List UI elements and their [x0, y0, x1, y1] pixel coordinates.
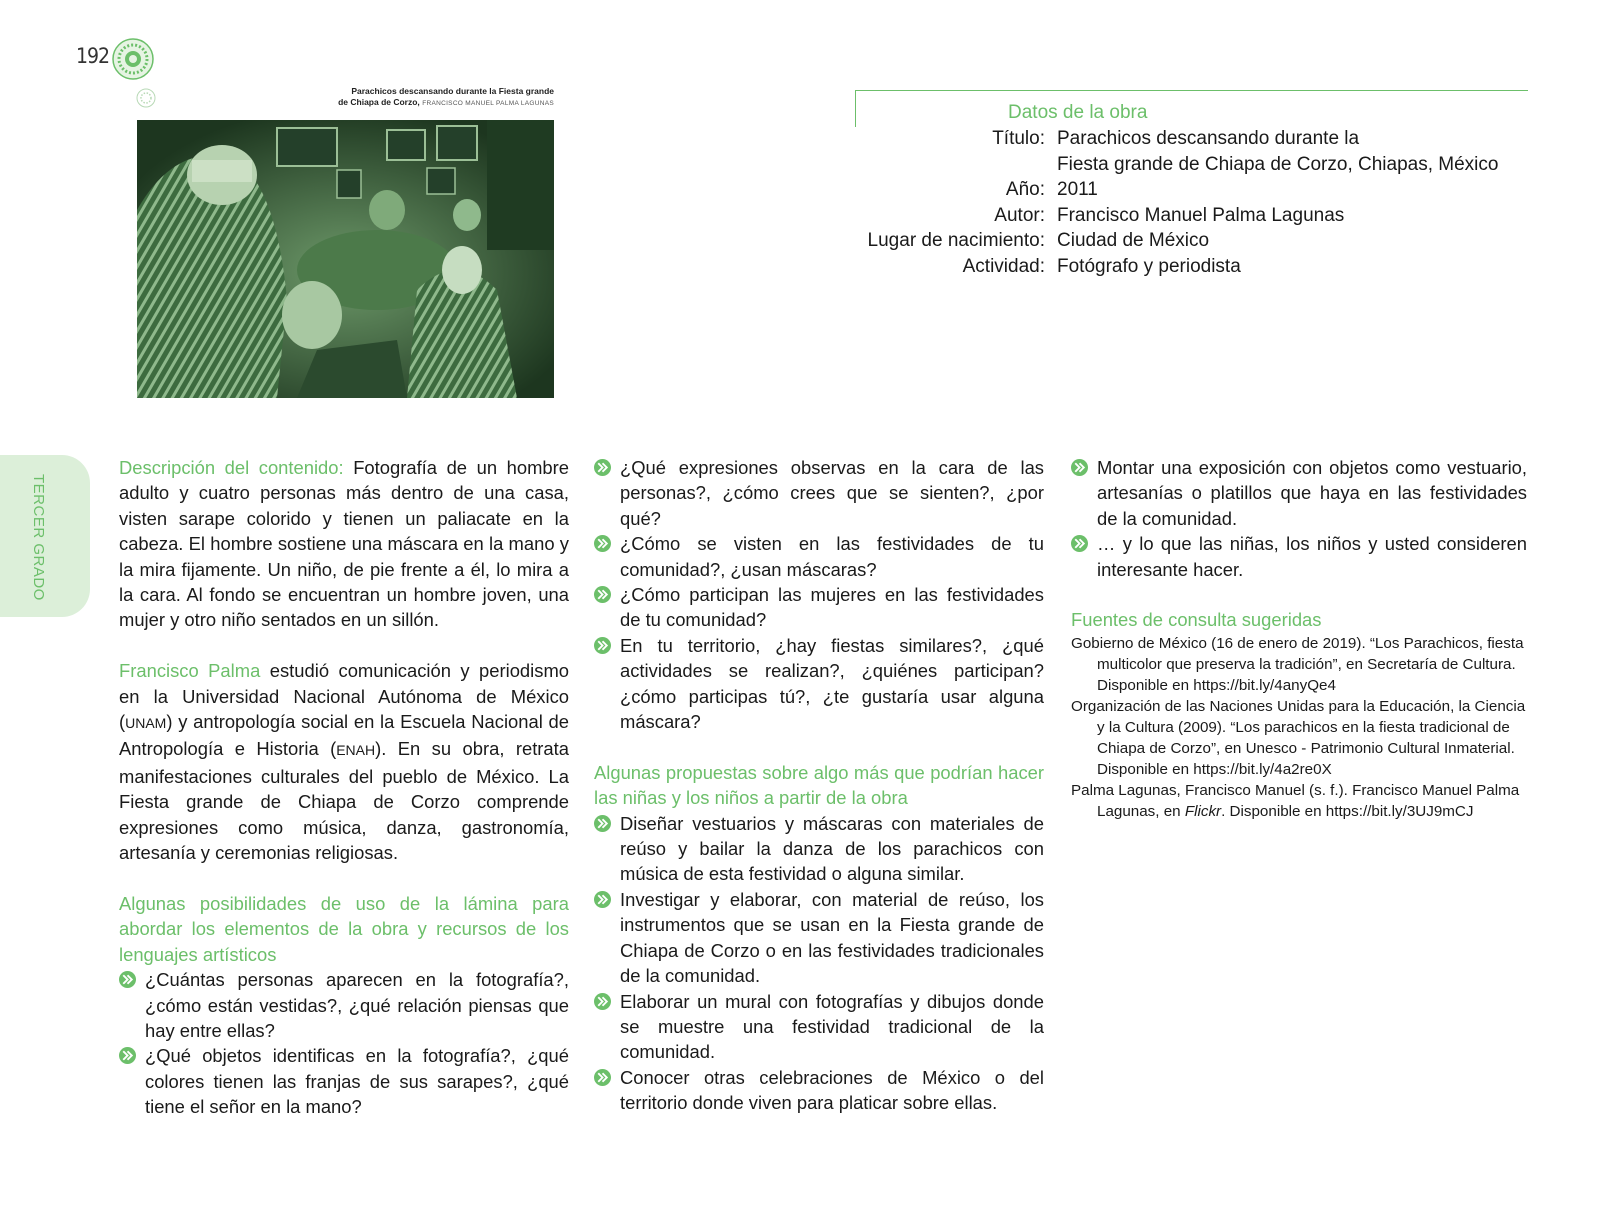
parachicos-photo — [137, 120, 554, 398]
list-item — [119, 967, 569, 1043]
references-list — [1071, 633, 1527, 822]
list-item-text: Elaborar un mural con fotografías y dibujos donde se muestre una festividad tradicional de la comunidad. — [620, 990, 1044, 1063]
chevron-bullet-icon — [594, 815, 611, 832]
reference-item — [1071, 780, 1527, 822]
datos-row — [855, 177, 1525, 203]
chevron-bullet-icon — [1071, 459, 1088, 476]
datos-row — [855, 126, 1525, 152]
list-item-text: ¿Qué expresiones observas en la cara de las personas?, ¿cómo crees que se sienten?, ¿por qué? — [620, 457, 1044, 529]
bio-paragraph — [119, 658, 569, 865]
reference-item: Gobierno de México (16 de enero de 2019). “Los Parachicos, fiesta multicolor que preserva la tradición”, en Secretaría de Cultura. Disponible en https://bit.ly/4anyQe4 — [1071, 634, 1524, 694]
description-paragraph — [119, 455, 569, 633]
caption-credit: FRANCISCO MANUEL PALMA LAGUNAS — [422, 100, 554, 107]
list-item-text: ¿Cómo se visten en las festividades de tu comunidad?, ¿usan máscaras? — [620, 533, 1044, 580]
reference-item: Organización de las Naciones Unidas para la Educación, la Ciencia y la Cultura (2009). “Los parachicos en la fiesta tradicional de Chiapa de Corzo”, en Unesco - Patrimonio Cultural Inmaterial. Disponible en https://bit.ly/4a2re0X — [1071, 697, 1526, 778]
datos-row — [855, 254, 1525, 280]
reference-text: . Disponible en https://bit.ly/3UJ9mCJ — [1221, 802, 1474, 820]
description-text: Fotografía de un hombre adulto y cuatro personas más dentro de una casa, visten sarape colorido y tienen un paliacate en la cabeza. El hombre sostiene una máscara en la mano y la mira fijamente. Un niño, de pie frente a él, lo mira a la cara. Al fondo se encuentran un hombre joven, una mujer y otro niño sentados en un sillón. — [119, 457, 569, 631]
description-label: Descripción del contenido: — [119, 457, 344, 478]
side-tab-label: TERCER GRADO — [30, 474, 47, 601]
datos-label: Autor: — [994, 204, 1045, 226]
list-item — [594, 582, 1044, 633]
bio-text-a: estudió comunicación y periodismo en la Universidad Nacional Autónoma de México ( — [119, 660, 569, 733]
list-item-text: ¿Cómo participan las mujeres en las festividades de tu comunidad? — [620, 584, 1044, 631]
list-item — [1071, 455, 1527, 531]
chevron-bullet-icon — [594, 535, 611, 552]
datos-label: Actividad: — [962, 255, 1045, 277]
datos-row — [855, 203, 1525, 229]
chevron-bullet-icon — [1071, 535, 1088, 552]
column-3 — [1071, 455, 1527, 822]
list-item — [594, 531, 1044, 582]
column-1 — [119, 455, 569, 1120]
datos-label: Lugar de nacimiento: — [867, 230, 1045, 251]
datos-value: Ciudad de México — [1057, 230, 1210, 251]
caption-title-line1: Parachicos descansando durante la Fiesta grande — [351, 86, 554, 96]
page-number: 192 — [76, 44, 110, 68]
datos-table — [855, 126, 1525, 279]
datos-row — [855, 152, 1525, 178]
datos-label: Título: — [992, 128, 1045, 149]
bio-unam: UNAM — [125, 715, 167, 732]
chevron-bullet-icon — [594, 586, 611, 603]
datos-value: 2011 — [1057, 179, 1098, 200]
datos-value: Fotógrafo y periodista — [1057, 255, 1241, 277]
list-item — [594, 633, 1044, 735]
small-rosette-icon — [136, 88, 156, 108]
datos-value: Fiesta grande de Chiapa de Corzo, Chiapas, México — [1057, 153, 1499, 175]
list-item — [594, 811, 1044, 887]
bio-enah: ENAH — [336, 742, 376, 759]
list-item-text: En tu territorio, ¿hay fiestas similares?, ¿qué actividades se realizan?, ¿quiénes participan? ¿cómo participas tú?, ¿te gustaría usar alguna máscara? — [620, 634, 1044, 733]
caption-title-line2: de Chiapa de Corzo, — [338, 97, 420, 107]
list-item — [594, 1065, 1044, 1116]
list-item-text: … y lo que las niñas, los niños y usted consideren interesante hacer. — [1097, 533, 1527, 580]
chevron-bullet-icon — [119, 971, 136, 988]
reference-text: Palma Lagunas, Francisco Manuel (s. f.). Francisco Manuel Palma Lagunas, en — [1071, 781, 1520, 820]
datos-box-frame — [855, 90, 1528, 127]
photo-caption — [270, 86, 554, 109]
chevron-bullet-icon — [119, 1047, 136, 1064]
chevron-bullet-icon — [594, 637, 611, 654]
list-item-text: ¿Cuántas personas aparecen en la fotografía?, ¿cómo están vestidas?, ¿qué relación piensas que hay entre ellas? — [145, 969, 569, 1041]
chevron-bullet-icon — [594, 1069, 611, 1086]
list-item-text: Montar una exposición con objetos como vestuario, artesanías o platillos que haya en las festividades de la comunidad. — [1097, 457, 1527, 529]
fuentes-heading: Fuentes de consulta sugeridas — [1071, 609, 1322, 631]
list-item — [119, 1043, 569, 1119]
datos-value: Francisco Manuel Palma Lagunas — [1057, 204, 1345, 226]
datos-value: Parachicos descansando durante la — [1057, 128, 1360, 149]
chevron-bullet-icon — [594, 891, 611, 908]
column-2 — [594, 455, 1044, 1116]
list-item-text: Conocer otras celebraciones de México o del territorio donde viven para platicar sobre ellas. — [620, 1066, 1044, 1114]
propuestas-heading: Algunas propuestas sobre algo más que podrían hacer las niñas y los niños a partir de la obra — [594, 761, 1044, 809]
bio-text-c: ). En su obra, retrata manifestaciones culturales del pueblo de México. La Fiesta grande de Chiapa de Corzo comprende expresiones como música, danza, gastronomía, artesanía y ceremonias religiosas. — [119, 738, 569, 864]
reference-flickr: Flickr — [1184, 802, 1222, 820]
list-item — [1071, 531, 1527, 582]
list-item — [594, 455, 1044, 531]
list-item-text: Diseñar vestuarios y máscaras con materiales de reúso y bailar la danza de los parachicos con música de esta festividad o alguna similar. — [620, 812, 1044, 885]
list-item-text: ¿Qué objetos identificas en la fotografía?, ¿qué colores tienen las franjas de sus sarapes?, ¿qué tiene el señor en la mano? — [145, 1045, 569, 1118]
datos-label — [855, 152, 1057, 178]
datos-title: Datos de la obra — [1008, 102, 1148, 123]
list-item-text: Investigar y elaborar, con material de reúso, los instrumentos que se usan en la Fiesta grande de Chiapa de Corzo o en las festividades tradicionales de la comunidad. — [620, 888, 1044, 987]
bio-text-b: ) y antropología social en la Escuela Nacional de Antropología e Historia ( — [119, 711, 569, 760]
datos-label: Año: — [1005, 179, 1045, 200]
list-item — [594, 989, 1044, 1065]
bio-name: Francisco Palma — [119, 660, 261, 682]
chevron-bullet-icon — [594, 459, 611, 476]
chevron-bullet-icon — [594, 993, 611, 1010]
datos-row — [855, 228, 1525, 254]
posibilidades-heading: Algunas posibilidades de uso de la lámina para abordar los elementos de la obra y recursos de los lenguajes artísticos — [119, 892, 569, 965]
list-item — [594, 887, 1044, 989]
rosette-logo-icon — [112, 38, 154, 80]
